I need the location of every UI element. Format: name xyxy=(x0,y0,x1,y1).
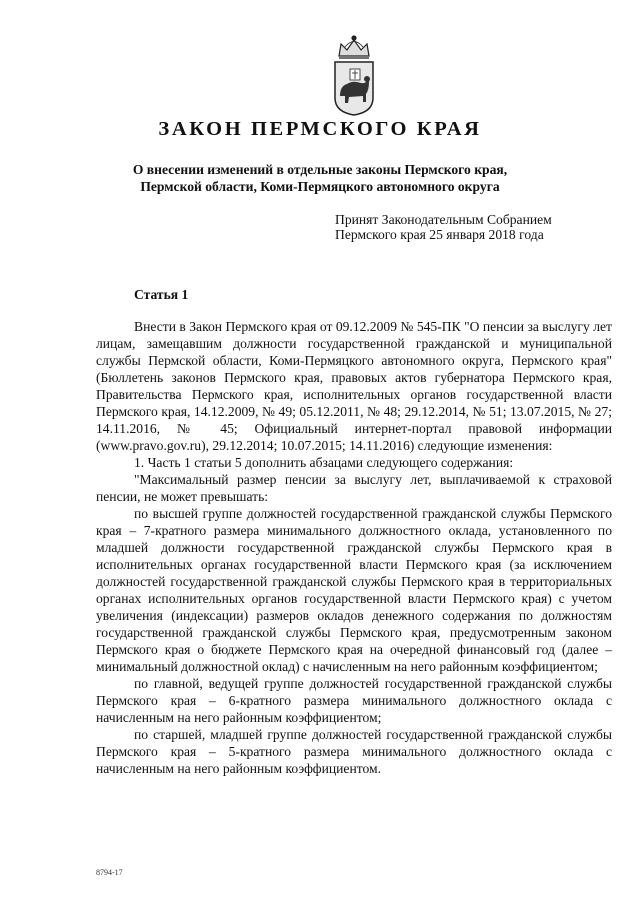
law-title: ЗАКОН ПЕРМСКОГО КРАЯ xyxy=(158,118,482,140)
crown xyxy=(339,36,369,58)
adoption-line: Пермского края 25 января 2018 года xyxy=(335,227,544,242)
book xyxy=(350,69,360,80)
article-heading: Статья 1 xyxy=(134,287,189,302)
adoption-line: Принят Законодательным Собранием xyxy=(335,212,552,227)
article-body xyxy=(96,318,612,777)
adoption-note xyxy=(335,212,552,242)
subtitle-line: О внесении изменений в отдельные законы Пермского края, xyxy=(132,162,508,177)
paragraph: 1. Часть 1 статьи 5 дополнить абзацами следующего содержания: xyxy=(134,455,514,470)
document-code: 8794-17 xyxy=(96,868,123,877)
subtitle-line: Пермской области, Коми-Пермяцкого автономного округа xyxy=(140,179,500,194)
paragraph: Внести в Закон Пермского края от 09.12.2009 № 545-ПК "О пенсии за выслугу лет лицам, замещавшим должности государственной гражданской и муниципальной службы Пермской области, Коми-Пермяцкого автономного округа, Пермского края" (Бюллетень законов Пермского края, правовых актов губернатора Пермского края, Правительства Пермского края, исполнительных органов государственной власти Пермского края, 14.12.2009, № 49; 05.12.2011, № 48; 29.12.2014, № 51; 13.07.2015, № 27; 14.11.2016, № 45; Официальный интернет-портал правовой информации (www.pravo.gov.ru), 29.12.2014; 10.07.2015; 14.11.2016) следующие изменения: xyxy=(96,319,612,453)
paragraph: "Максимальный размер пенсии за выслугу лет, выплачиваемой к страховой пенсии, не может превышать: xyxy=(96,472,612,504)
paragraph: по главной, ведущей группе должностей государственной гражданской службы Пермского края – 6-кратного размера минимального должностного оклада с начисленным на него районным коэффициентом; xyxy=(96,676,612,725)
paragraph: по старшей, младшей группе должностей государственной гражданской службы Пермского края – 5-кратного размера минимального должностного оклада с начисленным на него районным коэффициентом. xyxy=(96,727,612,776)
coat-of-arms-icon xyxy=(331,34,377,116)
law-subtitle xyxy=(60,161,580,195)
paragraph: по высшей группе должностей государственной гражданской службы Пермского края – 7-кратного размера минимального должностного оклада, установленного по младшей должности государственной гражданской службы Пермского края в исполнительных органах государственной власти Пермского края (за исключением должностей государственной гражданской службы Пермского края в территориальных органах исполнительных органов государственной власти Пермского края) с учетом увеличения (индексации) размеров окладов денежного содержания по должностям государственной гражданской службы Пермского края, предусмотренным законом Пермского края о бюджете Пермского края на очередной финансовый год (далее – минимальный должностной оклад) с начисленным на него районным коэффициентом; xyxy=(96,506,612,674)
